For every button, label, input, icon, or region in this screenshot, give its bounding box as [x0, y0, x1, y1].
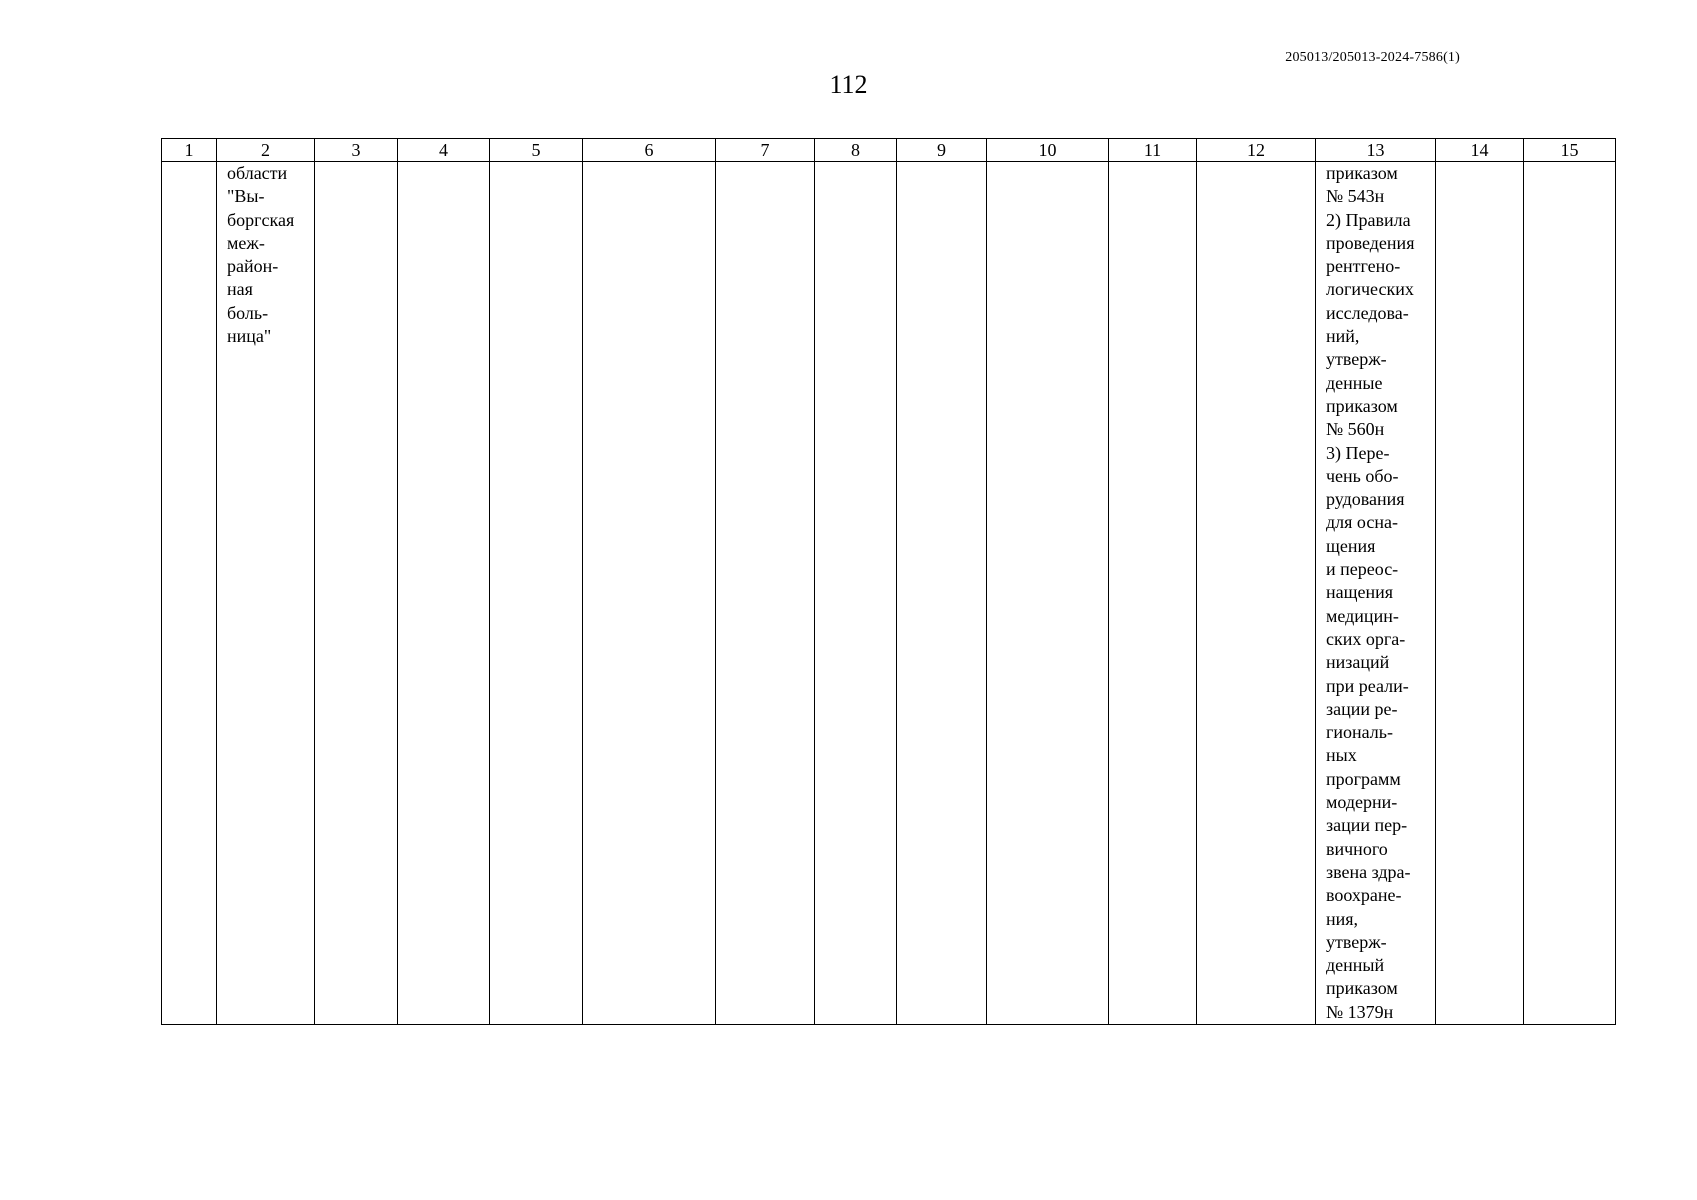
column-header-7: 7: [716, 139, 815, 162]
column-header-4: 4: [398, 139, 490, 162]
column-header-5: 5: [490, 139, 583, 162]
column-header-10: 10: [987, 139, 1109, 162]
table-row: [162, 162, 1616, 1025]
column-header-1: 1: [162, 139, 217, 162]
table-cell-col12: [1197, 162, 1316, 1025]
data-table: [161, 138, 1616, 1025]
column-header-3: 3: [315, 139, 398, 162]
column-header-14: 14: [1436, 139, 1524, 162]
table-cell-col9: [897, 162, 987, 1025]
table-header-row: [162, 139, 1616, 162]
cell-text-col13: приказом № 543н 2) Правила проведения рентгено- логических исследова- ний, утверж- денные приказом № 560н 3) Пере- чень обо- рудования для осна- щения и переос- нащения медицин- ских орга- низаций при реали- зации ре- гиональ- ных программ модерни- зации пер- вичного звена здра- воохране- ния, утверж- денный приказом № 1379н: [1326, 163, 1415, 1022]
table-cell-col2: [217, 162, 315, 1025]
page-number: 112: [829, 70, 868, 99]
column-header-12: 12: [1197, 139, 1316, 162]
table-cell-col15: [1524, 162, 1616, 1025]
table-cell-col8: [815, 162, 897, 1025]
table-cell-col4: [398, 162, 490, 1025]
table-cell-col14: [1436, 162, 1524, 1025]
table-cell-col5: [490, 162, 583, 1025]
column-header-15: 15: [1524, 139, 1616, 162]
column-header-8: 8: [815, 139, 897, 162]
document-id: 205013/205013-2024-7586(1): [1285, 50, 1460, 65]
table-cell-col11: [1109, 162, 1197, 1025]
column-header-2: 2: [217, 139, 315, 162]
table-cell-col7: [716, 162, 815, 1025]
table-cell-col6: [583, 162, 716, 1025]
table-cell-col13: [1316, 162, 1436, 1025]
column-header-9: 9: [897, 139, 987, 162]
table-cell-col3: [315, 162, 398, 1025]
table-cell-col10: [987, 162, 1109, 1025]
cell-text-col2: области "Вы- боргская меж- район- ная боль- ница": [227, 163, 295, 347]
table-cell-col1: [162, 162, 217, 1025]
column-header-11: 11: [1109, 139, 1197, 162]
column-header-13: 13: [1316, 139, 1436, 162]
column-header-6: 6: [583, 139, 716, 162]
